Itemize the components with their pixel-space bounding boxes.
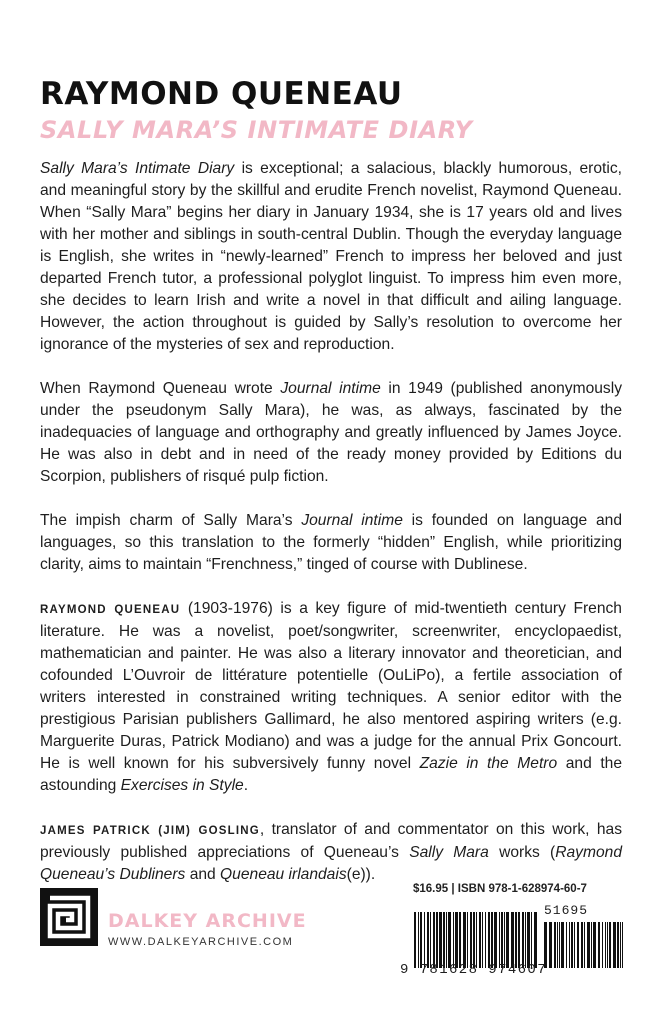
author-bio-text-a: (1903-1976) is a key figure of mid-twentieth century French literature. He was a novelist, poet/songwriter, screenwriter, encyclopaedist, mathematician and painter. He was also a literary innovator and theoretician, and cofounded L’Ouvroir de littérature potentielle (OuLiPo), a fertile association of writers interested in constrained writing techniques. A senior editor with the prestigious Parisian publishers Gallimard, he also mentored aspiring writers (e.g. Marguerite Duras, Patrick Modiano) and was a judge for the annual Prix Goncourt. He is well known for his subversively funny novel: [40, 600, 622, 772]
intro-text: is exceptional; a salacious, blackly humorous, erotic, and meaningful story by the skillful and erudite French novelist, Raymond Queneau. When “Sally Mara” begins her diary in January 1934, she is 17 years old and lives with her mother and siblings in south-central Dublin. Though the everyday language is English, she writes in “newly-learned” French to impress her beloved and just departed French tutor, a professional polyglot linguist. To impress him even more, she decides to learn Irish and write a novel in that difficult and ailing language. However, the action throughout is guided by Sally’s resolution to overcome her ignorance of the mysteries of sex and reproduction.: [40, 160, 622, 353]
paragraph-history: [40, 378, 622, 488]
zazie-italic: Zazie in the Metro: [419, 755, 558, 772]
history-text-b: in 1949 (published anonymously under the pseudonym Sally Mara), he was, as always, fascinated by the inadequacies of language and orthography and greatly influenced by James Joyce. He was also in debt and in need of the ready money provided by Editions du Scorpion, publishers of risqué pulp fiction.: [40, 380, 622, 485]
exercises-italic: Exercises in Style: [120, 777, 244, 794]
publisher-block: [40, 880, 340, 960]
author-name: RAYMOND QUENEAU: [40, 76, 403, 112]
translator-text-c: and: [185, 866, 221, 883]
title-italic: Sally Mara’s Intimate Diary: [40, 160, 235, 177]
barcode-addon-digits: 51695: [544, 903, 589, 918]
paragraph-author-bio: [40, 598, 622, 797]
journal-italic-2: Journal intime: [301, 512, 403, 529]
author-bio-text-b: and the astounding: [40, 755, 622, 794]
price-isbn: $16.95 | ISBN 978-1-628974-60-7: [413, 883, 587, 895]
irlandais-italic: Queneau irlandais: [220, 866, 347, 883]
translator-text-d: (e)).: [346, 866, 376, 883]
barcode-isbn-digits: 9 781628 974607: [400, 962, 548, 978]
translation-text-b: is founded on language and languages, so this translation to the formerly “hidden” English, while prioritizing clarity, aims to maintain “Frenchness,” tinged of course with Dublinese.: [40, 512, 623, 573]
book-title: SALLY MARA’S INTIMATE DIARY: [40, 116, 473, 144]
dubliners-italic: Raymond Queneau’s Dubliners: [40, 844, 622, 883]
publisher-url: WWW.DALKEYARCHIVE.COM: [108, 936, 294, 948]
isbn-barcode: [400, 900, 628, 1000]
translator-text-b: works (: [488, 844, 556, 861]
sally-mara-italic: Sally Mara: [409, 844, 489, 861]
author-bio-name: RAYMOND QUENEAU: [40, 604, 181, 616]
translator-name: JAMES PATRICK (JIM) GOSLING: [40, 825, 260, 837]
translation-text-a: The impish charm of Sally Mara’s: [40, 512, 302, 529]
author-bio-text-c: .: [243, 777, 249, 794]
translator-text-a: , translator of and commentator on this work, has previously published appreciations of Queneau’s: [40, 821, 622, 861]
paragraph-intro: [40, 158, 622, 356]
paragraph-translator-bio: [40, 819, 622, 886]
publisher-name: DALKEY ARCHIVE: [108, 910, 307, 932]
journal-italic: Journal intime: [280, 380, 381, 397]
blurb-text: [40, 158, 622, 908]
history-text-a: When Raymond Queneau wrote: [40, 380, 281, 397]
dalkey-logo-icon: [40, 888, 98, 946]
paragraph-translation: [40, 510, 622, 576]
